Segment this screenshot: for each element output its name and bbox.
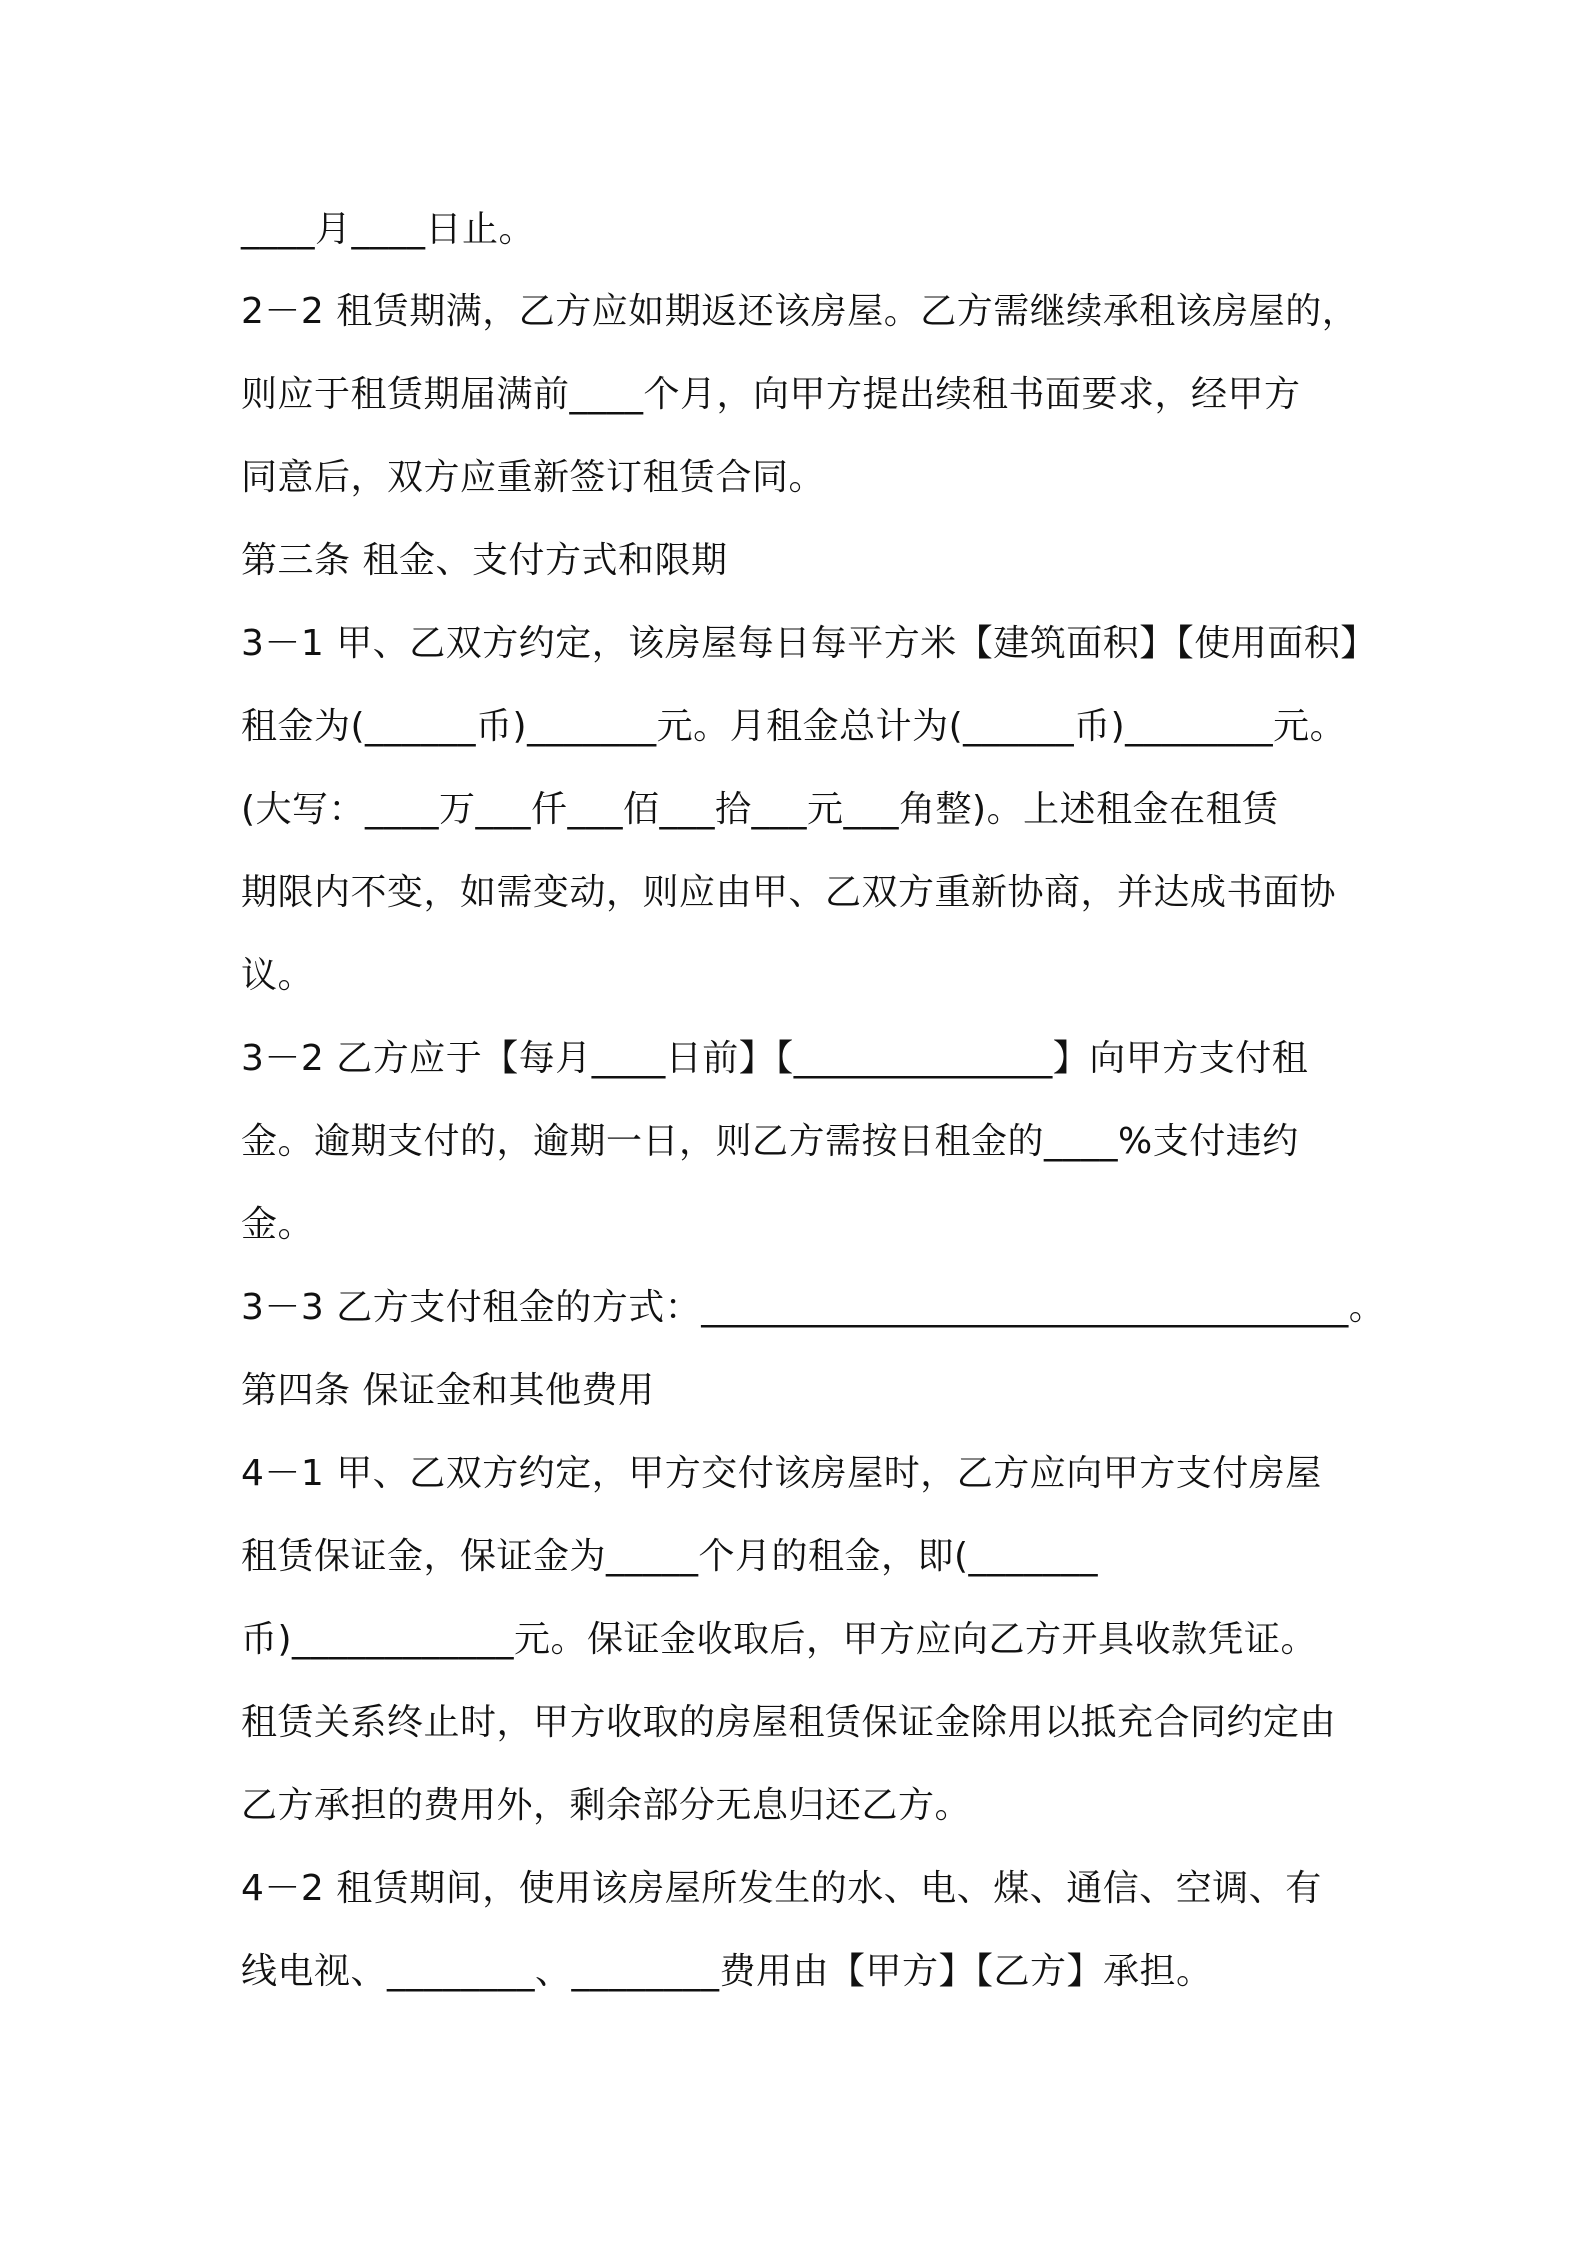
text-line: (大写：____万___仟___佰___拾___元___角整)。上述租金在租赁: [241, 789, 1279, 830]
text-line: 则应于租赁期届满前____个月，向甲方提出续租书面要求，经甲方: [241, 374, 1301, 415]
text-line: 2－2 租赁期满，乙方应如期返还该房屋。乙方需继续承租该房屋的，: [241, 291, 1359, 332]
text-line: 租赁关系终止时，甲方收取的房屋租赁保证金除用以抵充合同约定由: [241, 1702, 1337, 1743]
text-line: 币)____________元。保证金收取后，甲方应向乙方开具收款凭证。: [241, 1619, 1318, 1660]
text-line: 4－1 甲、乙双方约定，甲方交付该房屋时，乙方应向甲方支付房屋: [241, 1453, 1322, 1494]
text-line: 期限内不变，如需变动，则应由甲、乙双方重新协商，并达成书面协: [241, 872, 1337, 913]
text-line: 乙方承担的费用外，剩余部分无息归还乙方。: [241, 1785, 972, 1826]
text-line: 线电视、________、________费用由【甲方】【乙方】承担。: [241, 1951, 1213, 1992]
text-line: 同意后，双方应重新签订租赁合同。: [241, 457, 826, 498]
text-line: 租金为(______币)_______元。月租金总计为(______币)________元。: [241, 706, 1347, 747]
text-line: 议。: [241, 955, 315, 996]
text-line: 金。: [241, 1204, 315, 1245]
text-line: 金。逾期支付的，逾期一日，则乙方需按日租金的____%支付违约: [241, 1121, 1299, 1162]
section-heading: 第四条 保证金和其他费用: [241, 1370, 655, 1411]
text-line: 4－2 租赁期间，使用该房屋所发生的水、电、煤、通信、空调、有: [241, 1868, 1322, 1909]
text-line: 3－1 甲、乙双方约定，该房屋每日每平方米【建筑面积】【使用面积】: [241, 623, 1377, 664]
text-line: 租赁保证金，保证金为_____个月的租金，即(_______: [241, 1536, 1099, 1577]
section-heading: 第三条 租金、支付方式和限期: [241, 540, 728, 581]
text-line: 3－2 乙方应于【每月____日前】【______________】向甲方支付租: [241, 1038, 1309, 1079]
text-line: ____月____日止。: [241, 209, 536, 250]
text-line: 3－3 乙方支付租金的方式：___________________________________。: [241, 1287, 1386, 1328]
